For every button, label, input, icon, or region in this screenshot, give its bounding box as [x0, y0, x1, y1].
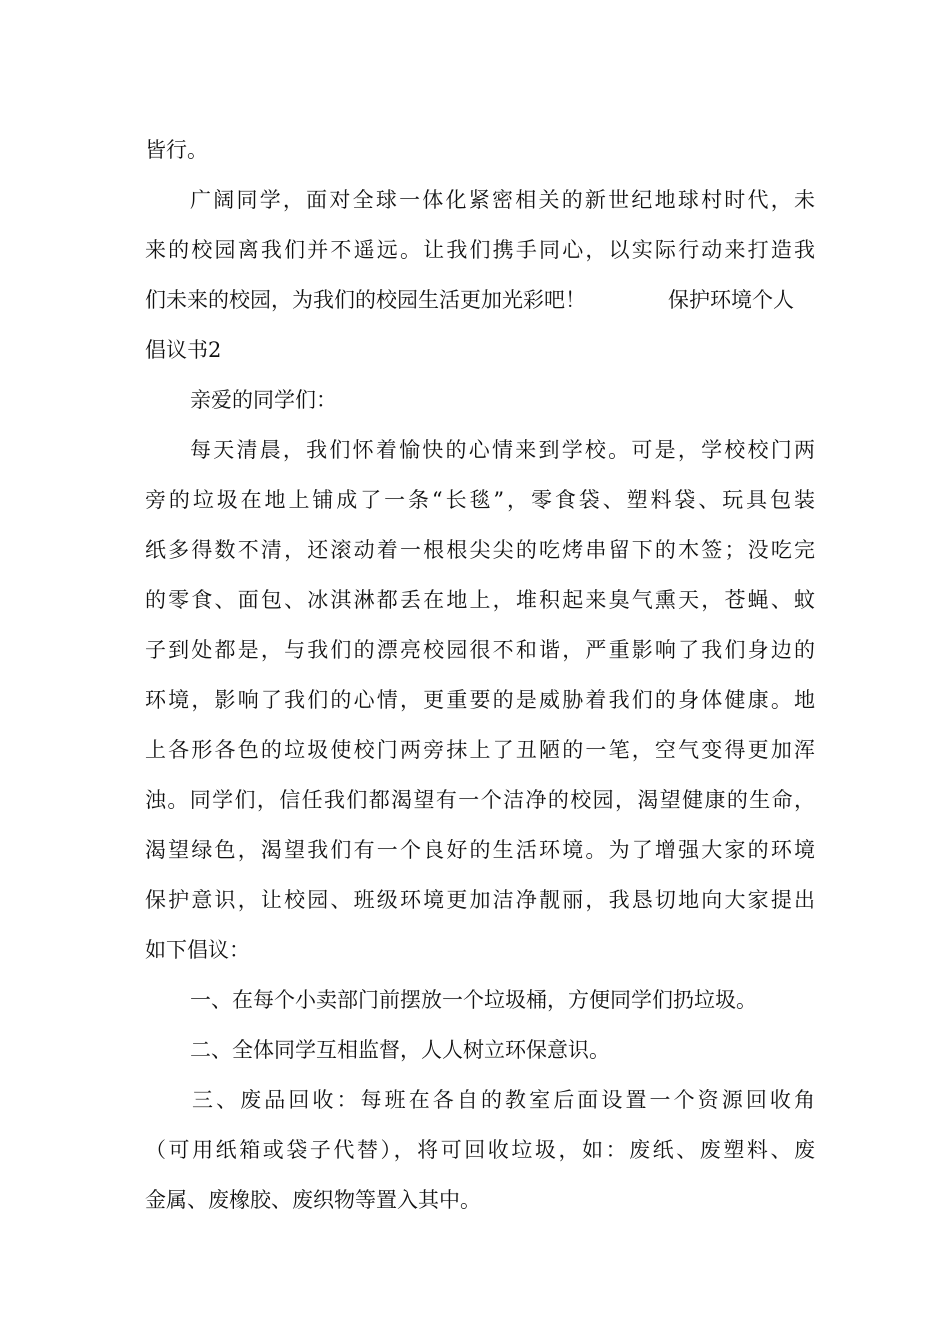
- text-line: （可用纸箱或袋子代替），将可回收垃圾，如：废纸、废塑料、废: [145, 1138, 815, 1162]
- text-line: 来的校园离我们并不遥远。让我们携手同心，以实际行动来打造我: [145, 238, 815, 262]
- text-line: 每天清晨，我们怀着愉快的心情来到学校。可是，学校校门两: [190, 438, 815, 462]
- text-line: 旁的垃圾在地上铺成了一条“长毯”，零食袋、塑料袋、玩具包装: [145, 488, 815, 512]
- salutation: 亲爱的同学们：: [190, 388, 337, 412]
- text-line: 的零食、面包、冰淇淋都丢在地上，堆积起来臭气熏天，苍蝇、蚊: [145, 588, 815, 612]
- text-line: 浊。同学们，信任我们都渴望有一个洁净的校园，渴望健康的生命，: [145, 788, 815, 812]
- proposal-item: 一、在每个小卖部门前摆放一个垃圾桶，方便同学们扔垃圾。: [190, 988, 757, 1012]
- proposal-item: 三、废品回收：每班在各自的教室后面设置一个资源回收角: [192, 1088, 815, 1112]
- text-line: 皆行。: [145, 138, 208, 162]
- text-line: 们未来的校园，为我们的校园生活更加光彩吧！: [145, 288, 586, 312]
- section-heading-part: 倡议书2: [145, 338, 222, 362]
- text-line: 保护意识，让校园、班级环境更加洁净靓丽，我恳切地向大家提出: [145, 888, 815, 912]
- text-line: 环境，影响了我们的心情，更重要的是威胁着我们的身体健康。地: [145, 688, 815, 712]
- text-line: 广阔同学，面对全球一体化紧密相关的新世纪地球村时代，未: [190, 188, 815, 212]
- proposal-item: 二、全体同学互相监督，人人树立环保意识。: [190, 1038, 610, 1062]
- text-line: 金属、废橡胶、废织物等置入其中。: [145, 1188, 481, 1212]
- text-line: 上各形各色的垃圾使校门两旁抹上了丑陋的一笔，空气变得更加浑: [145, 738, 815, 762]
- section-heading-part: 保护环境个人: [668, 288, 794, 312]
- text-line: 渴望绿色，渴望我们有一个良好的生活环境。为了增强大家的环境: [145, 838, 815, 862]
- text-line: 纸多得数不清，还滚动着一根根尖尖的吃烤串留下的木签；没吃完: [145, 538, 815, 562]
- text-line: 子到处都是，与我们的漂亮校园很不和谐，严重影响了我们身边的: [145, 638, 815, 662]
- text-line: 如下倡议：: [145, 938, 250, 962]
